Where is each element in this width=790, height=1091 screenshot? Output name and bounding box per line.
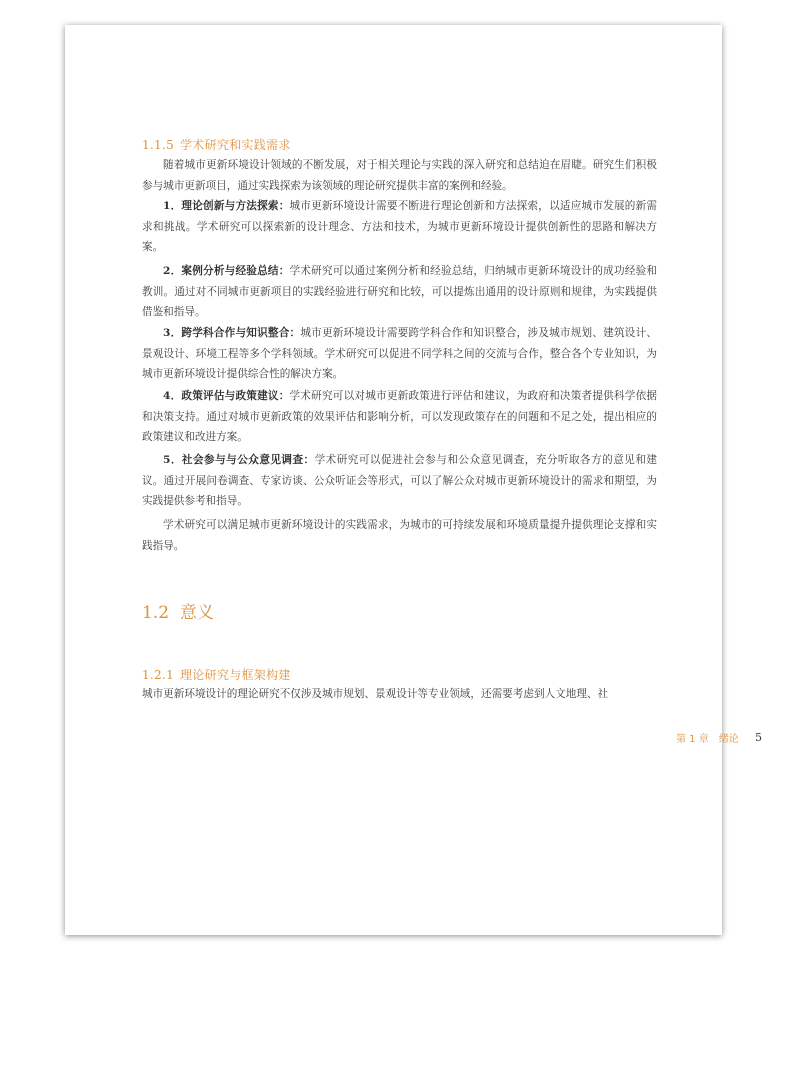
list-item-text: 学术研究可以通过案例分析和经验总结，归纳城市更新环境设计的成功经验和教训。通过对不同城市更新项目的实践经验进行研究和比较，可以提炼出通用的设计原则和规律，为实践提供借鉴和指导。 <box>142 265 657 319</box>
section-number: 1.2.1 <box>142 668 175 682</box>
list-item-label: 4．政策评估与政策建议： <box>163 390 290 402</box>
list-item <box>142 196 657 258</box>
section-number: 1.1.5 <box>142 138 175 152</box>
list-item <box>142 386 657 448</box>
list-item-text: 学术研究可以促进社会参与和公众意见调查，充分听取各方的意见和建议。通过开展问卷调查、专家访谈、公众听证会等形式，可以了解公众对城市更新环境设计的需求和期望，为实践提供参考和指导。 <box>142 454 658 508</box>
list-item-label: 3．跨学科合作与知识整合： <box>163 327 301 339</box>
list-item-text: 学术研究可以对城市更新政策进行评估和建议，为政府和决策者提供科学依据和决策支持。通过对城市更新政策的效果评估和影响分析，可以发现政策存在的问题和不足之处，提出相应的政策建议和改进方案。 <box>142 390 657 444</box>
section-title: 意义 <box>180 603 214 623</box>
section-heading-1-2 <box>142 603 214 624</box>
list-item-text: 城市更新环境设计需要跨学科合作和知识整合，涉及城市规划、建筑设计、景观设计、环境工程等多个学科领域。学术研究可以促进不同学科之间的交流与合作，整合各个专业知识，为城市更新环境设计提供综合性的解决方案。 <box>142 327 657 381</box>
section-title: 理论研究与框架构建 <box>180 668 291 682</box>
list-item-label: 5．社会参与与公众意见调查： <box>163 454 315 466</box>
section-number: 1.2 <box>142 603 170 623</box>
list-item-label: 1．理论创新与方法探索： <box>163 200 290 212</box>
section-heading-1-1-5 <box>142 135 291 156</box>
list-item-text: 城市更新环境设计需要不断进行理论创新和方法探索，以适应城市发展的新需求和挑战。学术研究可以探索新的设计理念、方法和技术，为城市更新环境设计提供创新性的思路和解决方案。 <box>142 200 657 254</box>
list-item <box>142 450 657 512</box>
running-footer-chapter: 第 1 章 绪论 <box>676 734 739 745</box>
page-number: 5 <box>755 731 762 744</box>
section-title: 学术研究和实践需求 <box>180 138 291 152</box>
body-paragraph: 城市更新环境设计的理论研究不仅涉及城市规划、景观设计等专业领域，还需要考虑到人文地理、社 <box>142 688 609 700</box>
list-item <box>142 261 657 323</box>
list-item-label: 2．案例分析与经验总结： <box>163 265 290 277</box>
intro-paragraph: 随着城市更新环境设计领域的不断发展，对于相关理论与实践的深入研究和总结迫在眉睫。研究生们积极参与城市更新项目，通过实践探索为该领域的理论研究提供丰富的案例和经验。 <box>142 159 657 192</box>
list-item <box>142 323 657 385</box>
book-page <box>65 25 762 935</box>
conclusion-paragraph: 学术研究可以满足城市更新环境设计的实践需求，为城市的可持续发展和环境质量提升提供理论支撑和实践指导。 <box>142 519 657 552</box>
section-heading-1-2-1 <box>142 665 291 686</box>
